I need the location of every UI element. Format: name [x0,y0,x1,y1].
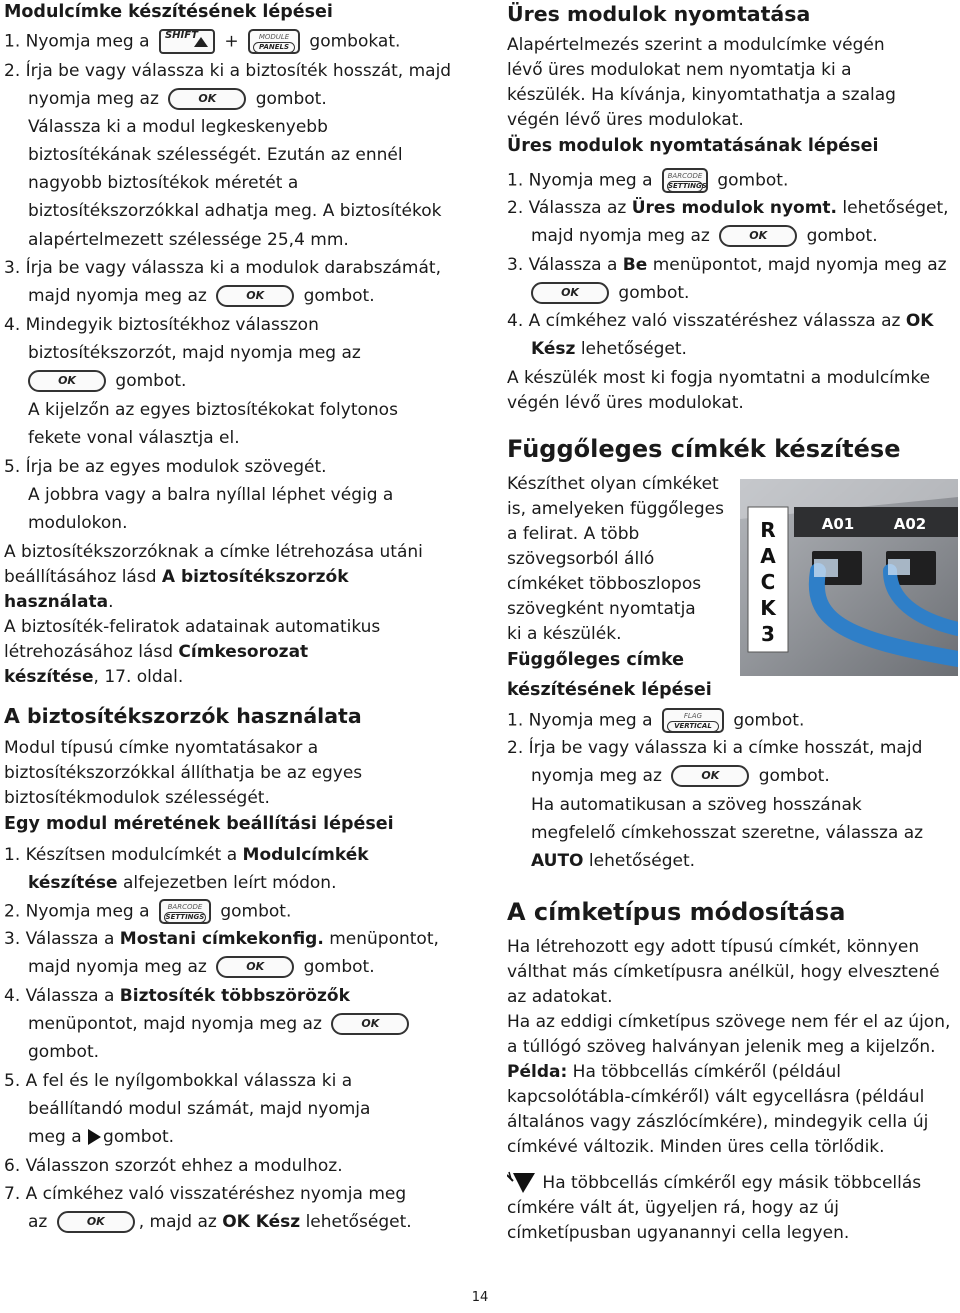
paragraph-text: válthat más címketípusra anélkül, hogy elvesztené [507,962,940,982]
step-2-text: Válassza ki a modul legkeskenyebb [28,117,328,137]
step-2-ok-line: nyomja meg az OK gombot. [28,89,327,109]
step-5-arrow-line: meg a gombot. [28,1127,175,1147]
patch-panel-illustration [740,479,958,676]
paragraph-text: végén lévő üres modulokat. [507,393,744,413]
heading-module-label-steps: Modulcímke készítésének lépései [4,2,333,22]
step-1: 1. Nyomja meg a SHIFT + MODULE PANELS gombokat. [4,29,400,54]
step-4-text: gombot. [28,1042,100,1062]
paragraph-text: használata. [4,592,114,612]
heading-vertical-labels: Függőleges címkék készítése [507,435,901,463]
paragraph-text: beállításához lásd A biztosítékszorzók [4,567,349,587]
paragraph-text: címkévé változik. Minden üres cella törlődik. [507,1137,885,1157]
barcode-settings-key-icon: BARCODE SETTINGS [159,899,211,924]
paragraph-text: Modul típusú címke nyomtatásakor a [4,738,319,758]
step-5-text: 5. Írja be az egyes modulok szövegét. [4,457,327,477]
heading-empty-modules: Üres modulok nyomtatása [507,2,811,26]
cross-reference: használata [4,592,109,612]
page-number: 14 [471,1290,489,1305]
step-5-text: modulokon. [28,513,128,533]
subheading-empty-modules-steps: Üres modulok nyomtatásának lépései [507,136,879,156]
ok-key-icon: OK [57,1211,135,1233]
step-4-text: fekete vonal választja el. [28,428,240,448]
paragraph-text: a felirat. A több [507,524,640,544]
step-2: 2. Nyomja meg a BARCODE SETTINGS gombot. [4,899,291,924]
paragraph-text: Alapértelmezés szerint a modulcímke végén [507,35,885,55]
paragraph-text: Ha az eddigi címketípus szövege nem fér el az újon, [507,1012,951,1032]
step-2-text: biztosítékszorzókkal adhatja meg. A biztosítékok [28,201,442,221]
flag-vertical-key-icon: FLAG VERTICAL [662,708,724,733]
step-7-text: 7. A címkéhez való visszatéréshez nyomja meg [4,1184,407,1204]
ok-key-icon: OK [671,765,749,787]
paragraph-text: kapcsolótábla-címkéről) vált egycellásra (például [507,1087,925,1107]
step-4-ok-line: OK gombot. [28,369,186,393]
step-2-text: 2. Írja be vagy válassza ki a címke hosszát, majd [507,738,923,758]
step-7-ok-line: az OK , majd az OK Kész lehetőséget. [28,1212,412,1232]
subheading-module-size-steps: Egy modul méretének beállítási lépései [4,814,394,834]
ok-key-icon: OK [331,1013,409,1035]
paragraph-text: címkéket többoszlopos [507,574,702,594]
step-2-text: alapértelmezett szélessége 25,4 mm. [28,230,349,250]
paragraph-text: végén lévő üres modulokat. [507,110,744,130]
plug [814,559,838,577]
paragraph-text: A biztosíték-feliratok adatainak automatikus [4,617,381,637]
paragraph-text: biztosítékszorzókkal állíthatja be az egyes [4,763,363,783]
module-panels-key-icon: MODULE PANELS [248,29,300,54]
paragraph-text: A készülék most ki fogja nyomtatni a modulcímke [507,368,931,388]
cross-reference: Címkesorozat [178,642,309,662]
step-5-text: A jobbra vagy a balra nyíllal léphet végig a [28,485,394,505]
tip-text: címkére vált át, ügyeljen rá, hogy az új [507,1198,840,1218]
label-letter: R [760,518,776,542]
step-4-text: A kijelzőn az egyes biztosítékokat folytonos [28,400,398,420]
cross-reference: készítése [4,667,94,687]
step-2-text: megfelelő címkehosszat szeretne, válassza az [531,823,924,843]
paragraph-text: is, amelyeken függőleges [507,499,724,519]
ok-key-icon: OK [719,225,797,247]
tip-text: címketípusban ugyanannyi cella legyen. [507,1223,850,1243]
paragraph-text: az adatokat. [507,987,613,1007]
step-4-text: biztosítékszorzót, majd nyomja meg az [28,343,361,363]
step-4-text: 4. Mindegyik biztosítékhoz válasszon [4,315,319,335]
heading-change-label-type: A címketípus módosítása [507,898,846,926]
step-1: 1. Nyomja meg a FLAG VERTICAL gombot. [507,708,804,733]
paragraph-text: készítése, 17. oldal. [4,667,184,687]
paragraph-text: szövegsorból álló [507,549,655,569]
step-1: készítése alfejezetben leírt módon. [28,873,337,893]
label-letter: K [760,596,776,620]
step-3-ok-line: majd nyomja meg az OK gombot. [28,957,375,977]
step-6-text: 6. Válasszon szorzót ehhez a modulhoz. [4,1156,343,1176]
ok-key-icon: OK [531,282,609,304]
step-5-text: 5. A fel és le nyílgombokkal válassza ki a [4,1071,353,1091]
ok-key-icon: OK [28,370,106,392]
paragraph-text: szövegként nyomtatja [507,599,696,619]
paragraph-text: biztosítékmodulok szélességét. [4,788,270,808]
paragraph-text: a túllógó szöveg halványan jelenik meg a kijelzőn. [507,1037,936,1057]
paragraph-text: létrehozásához lásd Címkesorozat [4,642,309,662]
step-3-ok-line: majd nyomja meg az OK gombot. [28,286,375,306]
paragraph-text: Ha létrehozott egy adott típusú címkét, könnyen [507,937,920,957]
ok-key-icon: OK [216,285,294,307]
paragraph-text: általános vagy zászlócímkére), mindegyik cella új [507,1112,929,1132]
step-3-text: 3. Írja be vagy válassza ki a modulok darabszámát, [4,258,441,278]
heading-multipliers: A biztosítékszorzók használata [4,704,362,728]
step-3: 3. Válassza a Mostani címkekonfig. menüpontot, [4,929,439,949]
paragraph-text: Készíthet olyan címkéket [507,474,719,494]
port-label: A01 [821,515,855,533]
port-strip [794,507,958,537]
barcode-settings-key-icon: BARCODE SETTINGS [662,168,708,193]
step-2: 2. Válassza az Üres modulok nyomt. lehetőséget, [507,198,949,218]
step-2-text: nagyobb biztosítékok méretét a [28,173,299,193]
label-letter: 3 [761,622,775,646]
step-3-ok-line: OK gombot. [531,281,689,305]
step-1: 1. Készítsen modulcímkét a Modulcímkék [4,845,369,865]
step-3: 3. Válassza a Be menüpontot, majd nyomja meg az [507,255,947,275]
ok-key-icon: OK [168,88,246,110]
paragraph-text: készülék. Ha kívánja, kinyomtathatja a szalag [507,85,896,105]
paragraph-text: Példa: Ha többcellás címkéről (például [507,1062,842,1082]
ok-key-icon: OK [216,956,294,978]
step-2-ok-line: nyomja meg az OK gombot. [531,766,830,786]
port-label: A02 [893,515,927,533]
step-4: 4. Válassza a Biztosíték többszörözők [4,986,350,1006]
step-5-text: beállítandó modul számát, majd nyomja [28,1099,371,1119]
subheading-vertical-steps: Függőleges címke [507,650,685,670]
step-2-text: 2. Írja be vagy válassza ki a biztosíték hosszát, majd [4,61,452,81]
shift-key-icon: SHIFT [159,29,215,54]
label-letter: A [760,544,776,568]
paragraph-text: A biztosítékszorzóknak a címke létrehozása utáni [4,542,423,562]
tip-note: Ha többcellás címkéről egy másik többcellás [507,1171,921,1195]
step-4: Kész lehetőséget. [531,339,687,359]
paragraph-text: lévő üres modulokat nem nyomtatja ki a [507,60,852,80]
right-arrow-icon [88,1129,101,1145]
cross-reference: A biztosítékszorzók [161,567,349,587]
subheading-vertical-steps: készítésének lépései [507,680,712,700]
step-4: 4. A címkéhez való visszatéréshez válassza az OK [507,311,934,331]
step-2-ok-line: majd nyomja meg az OK gombot. [531,226,878,246]
step-4-ok-line: menüpontot, majd nyomja meg az OK [28,1012,413,1036]
step-2-text: biztosítékának szélességét. Ezután az ennél [28,145,403,165]
label-letter: C [760,570,776,594]
paragraph-text: ki a készülék. [507,624,622,644]
step-1: 1. Nyomja meg a BARCODE SETTINGS gombot. [507,168,788,193]
plug [888,559,910,575]
step-2-text: Ha automatikusan a szöveg hosszának [531,795,862,815]
step-2-text: AUTO lehetőséget. [531,851,696,871]
tip-pencil-icon [507,1171,537,1195]
